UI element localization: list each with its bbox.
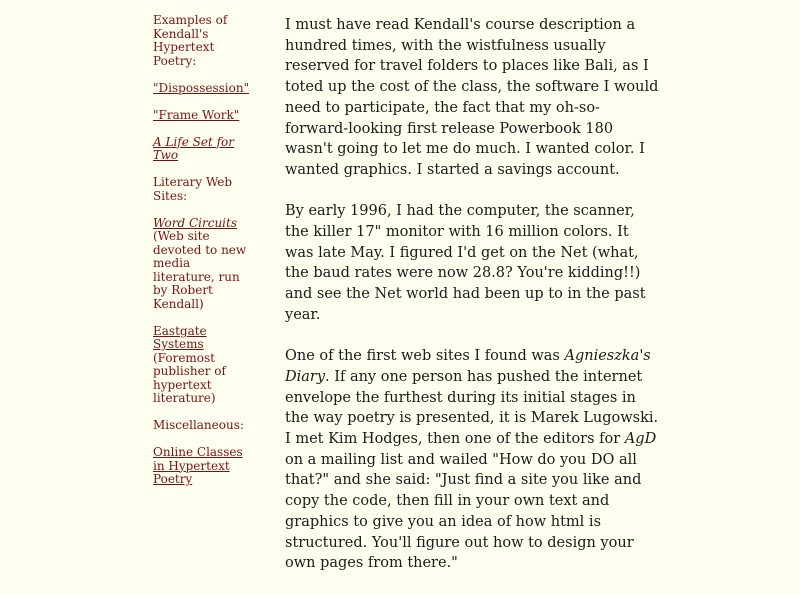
paragraph-2: By early 1996, I had the computer, the scanner, the killer 17" monitor with 16 million colors. It was late May. I figured I'd get on the Net (what, the baud rates were now 28.8? You're kidding!!) and see the Net world had been up to in the past year. — [285, 203, 646, 323]
paragraph-3-text-a: One of the first web sites I found was — [285, 348, 565, 365]
link-word-circuits[interactable]: Word Circuits — [153, 215, 237, 230]
word-circuits-description: (Web site devoted to new media literature, run by Robert Kendall) — [153, 229, 247, 311]
link-frame-work[interactable]: "Frame Work" — [153, 107, 240, 122]
link-online-classes[interactable]: Online Classes in Hypertext Poetry — [153, 445, 243, 486]
paragraph-3-text-b: . If any one person has pushed the internet envelope the furthest during its initial stages in the way poetry is presented, it is Marek Lugowski. I met Kim Hodges, then one of the editors for — [285, 368, 659, 448]
title-agd: AgD — [624, 431, 657, 448]
link-a-life-set-for-two[interactable]: A Life Set for Two — [153, 134, 235, 162]
paragraph-3-text-c: on a mailing list and wailed "How do you DO all that?" and she said: "Just find a site you like and copy the code, then fill in your own text and graphics to give you an idea of how html is structured. You'll figure out how to design your own pages from there." — [285, 451, 642, 572]
eastgate-description: (Foremost publisher of hypertext literature) — [153, 350, 226, 405]
sidebar-entry-eastgate — [153, 325, 253, 406]
main-content — [285, 15, 660, 595]
link-eastgate-systems[interactable]: Eastgate Systems — [153, 323, 207, 351]
title-agnieszkas-diary: Agnieszka's Diary — [285, 348, 651, 385]
paragraph-1: I must have read Kendall's course description a hundred times, with the wistfulness usually reserved for travel folders to places like Bali, as I toted up the cost of the class, the software I would need to participate, the fact that my oh-so-forward-looking first release Powerbook 180 wasn't going to let me do much. I wanted color. I wanted graphics. I started a savings account. — [285, 17, 659, 178]
link-dispossession[interactable]: "Dispossession" — [153, 80, 250, 95]
sidebar-entry-word-circuits — [153, 217, 253, 312]
sidebar-heading-literary: Literary Web Sites: — [153, 175, 233, 203]
paragraph-3 — [285, 346, 660, 574]
sidebar-heading-misc: Miscellaneous: — [153, 418, 244, 432]
sidebar-heading-examples: Examples of Kendall's Hypertext Poetry: — [153, 13, 228, 68]
sidebar — [153, 14, 253, 500]
